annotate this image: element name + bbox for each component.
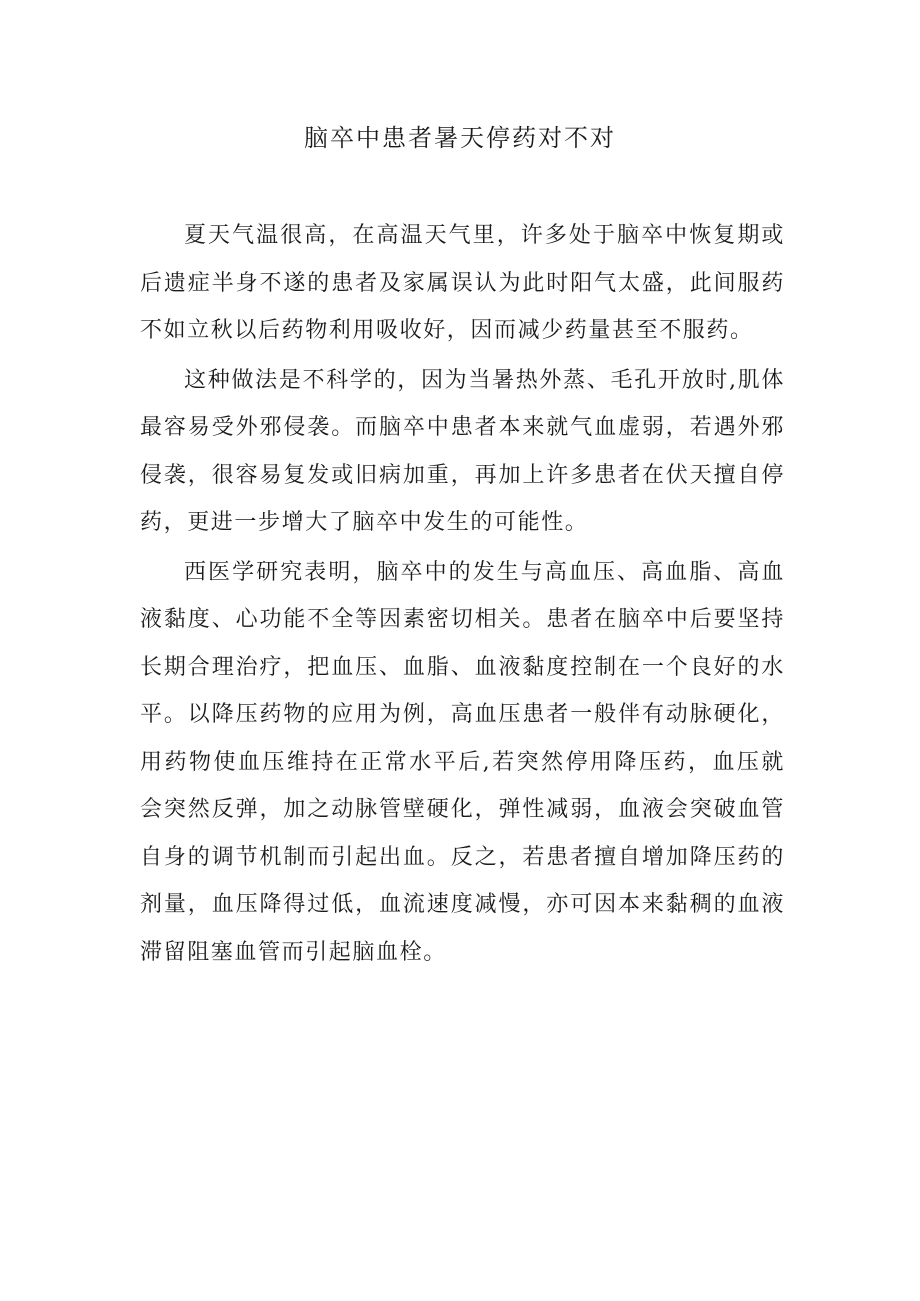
paragraph-1: 夏天气温很高，在高温天气里，许多处于脑卒中恢复期或后遗症半身不遂的患者及家属误认为此时阳气太盛，此间服药不如立秋以后药物利用吸收好，因而减少药量甚至不服药。 bbox=[140, 223, 785, 343]
page-title: 脑卒中患者暑天停药对不对 bbox=[304, 124, 616, 152]
paragraph-3: 西医学研究表明，脑卒中的发生与高血压、高血脂、高血液黏度、心功能不全等因素密切相关。患者在脑卒中后要坚持长期合理治疗，把血压、血脂、血液黏度控制在一个良好的水平。以降压药物的应用为例，高血压患者一般伴有动脉硬化，用药物使血压维持在正常水平后,若突然停用降压药，血压就会突然反弹，加之动脉管壁硬化，弹性减弱，血液会突破血管自身的调节机制而引起出血。反之，若患者擅自增加降压药的剂量，血压降得过低，血流速度减慢，亦可因本来黏稠的血液滞留阻塞血管而引起脑血栓。 bbox=[140, 559, 785, 965]
document-body bbox=[140, 212, 785, 978]
paragraph-2: 这种做法是不科学的，因为当暑热外蒸、毛孔开放时,肌体最容易受外邪侵袭。而脑卒中患者本来就气血虚弱，若遇外邪侵袭，很容易复发或旧病加重，再加上许多患者在伏天擅自停药，更进一步增大了脑卒中发生的可能性。 bbox=[140, 367, 785, 535]
